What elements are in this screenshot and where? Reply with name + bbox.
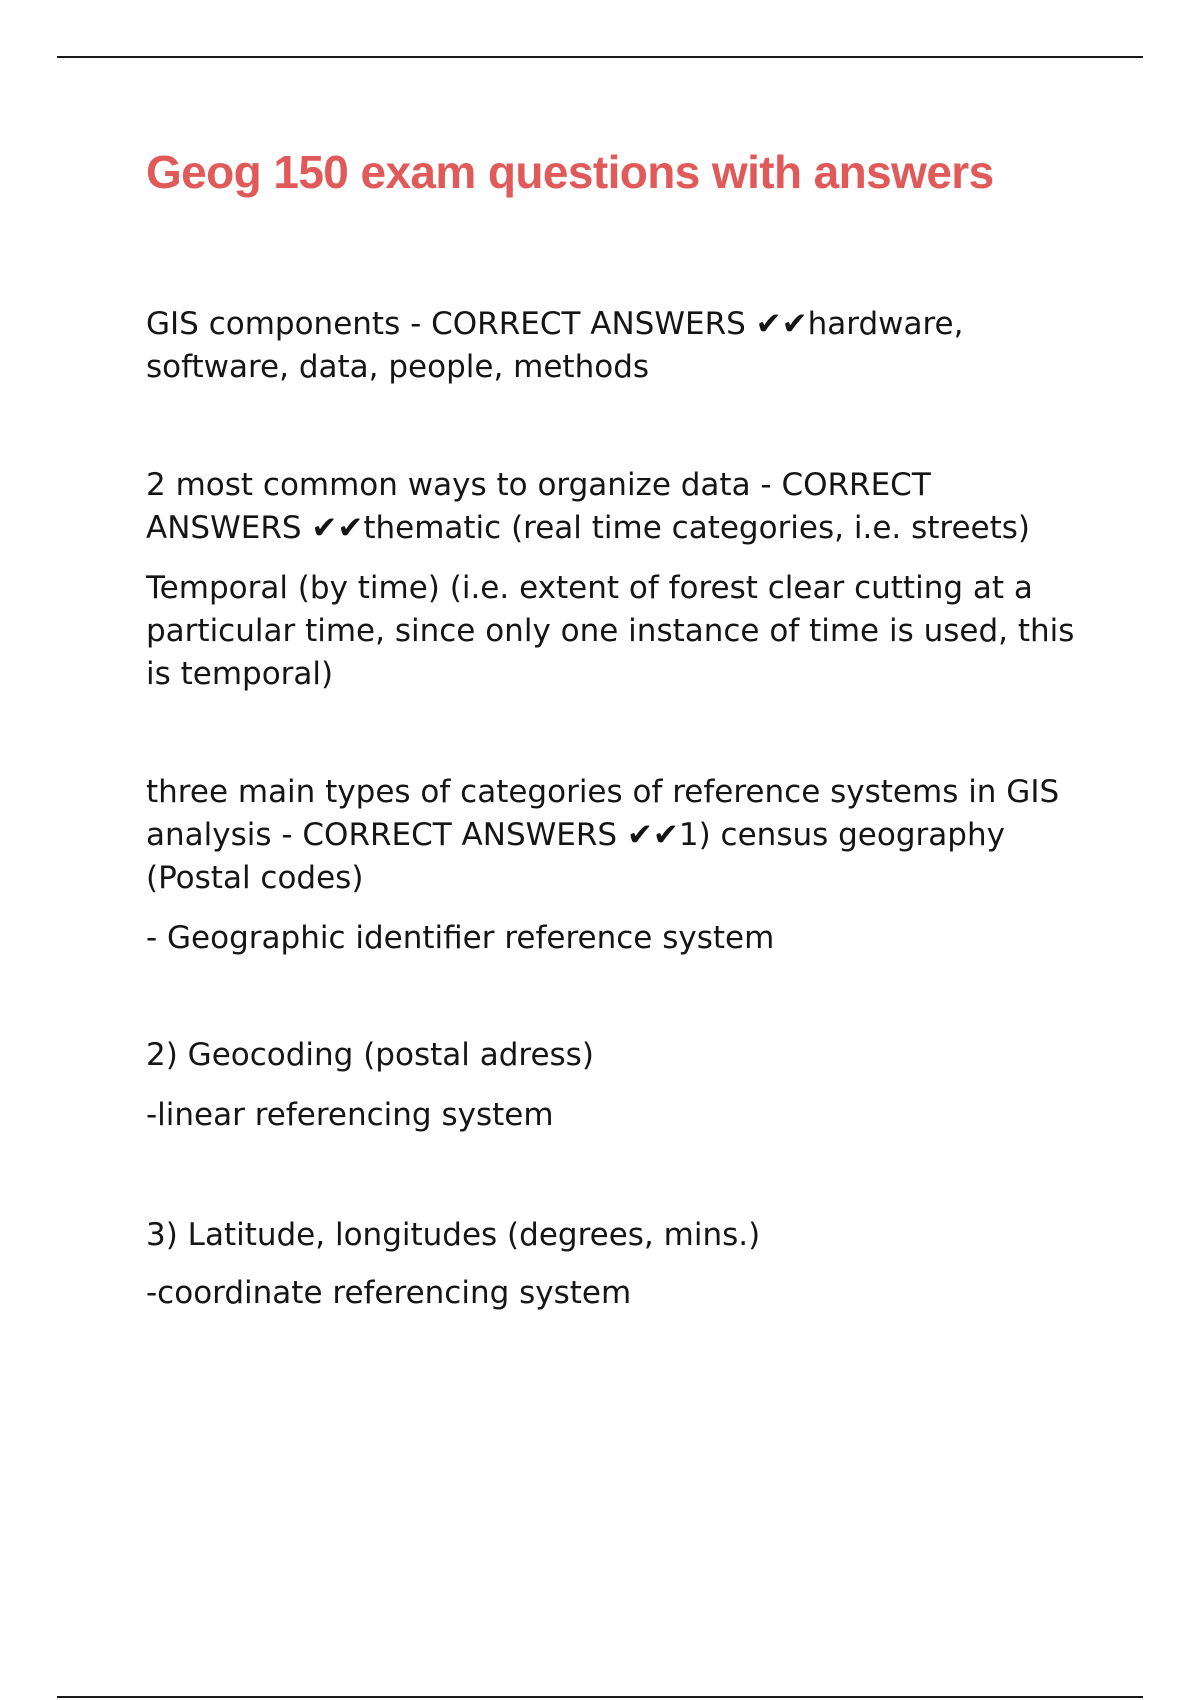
paragraph-latitude-longitude: 3) Latitude, longitudes (degrees, mins.) [146, 1217, 761, 1253]
paragraph-geographic-identifier: - Geographic identifier reference system [146, 920, 775, 956]
document-title: Geog 150 exam questions with answers [146, 146, 994, 198]
bottom-divider [57, 1696, 1143, 1698]
paragraph-linear-referencing: -linear referencing system [146, 1097, 554, 1133]
paragraph-geocoding: 2) Geocoding (postal adress) [146, 1037, 594, 1073]
paragraph-coordinate-referencing: -coordinate referencing system [146, 1275, 632, 1311]
paragraph-reference-systems: three main types of categories of reference systems in GIS analysis - CORRECT ANSWERS ✔✔1) census geography (Postal codes) [146, 774, 1060, 896]
paragraph-temporal: Temporal (by time) (i.e. extent of forest clear cutting at a particular time, since only one instance of time is used, this is temporal) [146, 570, 1075, 692]
paragraph-gis-components: GIS components - CORRECT ANSWERS ✔✔hardware, software, data, people, methods [146, 306, 964, 385]
paragraph-organize-data: 2 most common ways to organize data - CORRECT ANSWERS ✔✔thematic (real time categories, i.e. streets) [146, 467, 1031, 546]
top-divider [57, 56, 1143, 58]
